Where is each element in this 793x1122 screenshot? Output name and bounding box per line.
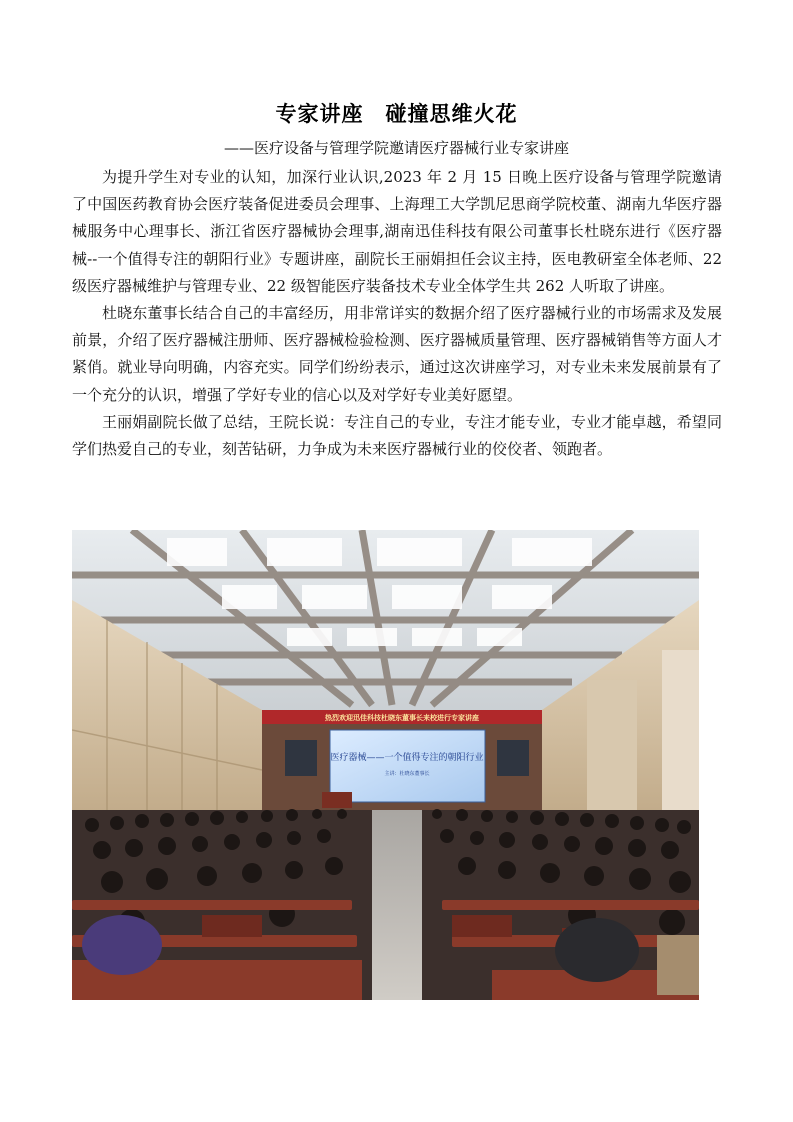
page-subtitle: ——医疗设备与管理学院邀请医疗器械行业专家讲座 [223,139,569,157]
screen-presenter: 主讲：杜晓东董事长 [384,771,430,777]
paragraph-1: 为提升学生对专业的认知，加深行业认识,2023 年 2 月 15 日晚上医疗设备与管理学院邀请了中国医药教育协会医疗装备促进委员会理事、上海理工大学凯尼思商学院校董、湖南九华医疗器械服务中心理事长、浙江省医疗器械协会理事,湖南迅佳科技有限公司董事长杜晓东进行《医疗器械--一个值得专注的朝阳行业》专题讲座，副院长王丽娟担任会议主持，医电教研室全体老师、22 级医疗器械维护与管理专业、22 级智能医疗装备技术专业全体学生共 262 人听取了讲座。 [72,168,722,295]
lecture-hall-photo [72,530,699,1000]
banner-text: 热烈欢迎迅佳科技杜晓东董事长来校进行专家讲座 [325,714,479,722]
page-title: 专家讲座 碰撞思维火花 [275,102,518,126]
paragraph-2: 杜晓东董事长结合自己的丰富经历，用非常详实的数据介绍了医疗器械行业的市场需求及发展前景，介绍了医疗器械注册师、医疗器械检验检测、医疗器械质量管理、医疗器械销售等方面人才紧俏。就业导向明确，内容充实。同学们纷纷表示，通过这次讲座学习，对专业未来发展前景有了一个充分的认识，增强了学好专业的信心以及对学好专业美好愿望。 [72,304,722,404]
article-body [72,164,722,463]
paragraph-3: 王丽娟副院长做了总结，王院长说：专注自己的专业，专注才能专业，专业才能卓越，希望同学们热爱自己的专业，刻苦钻研，力争成为未来医疗器械行业的佼佼者、领跑者。 [72,412,722,459]
screen-title: 医疗器械——一个值得专注的朝阳行业 [330,753,484,763]
